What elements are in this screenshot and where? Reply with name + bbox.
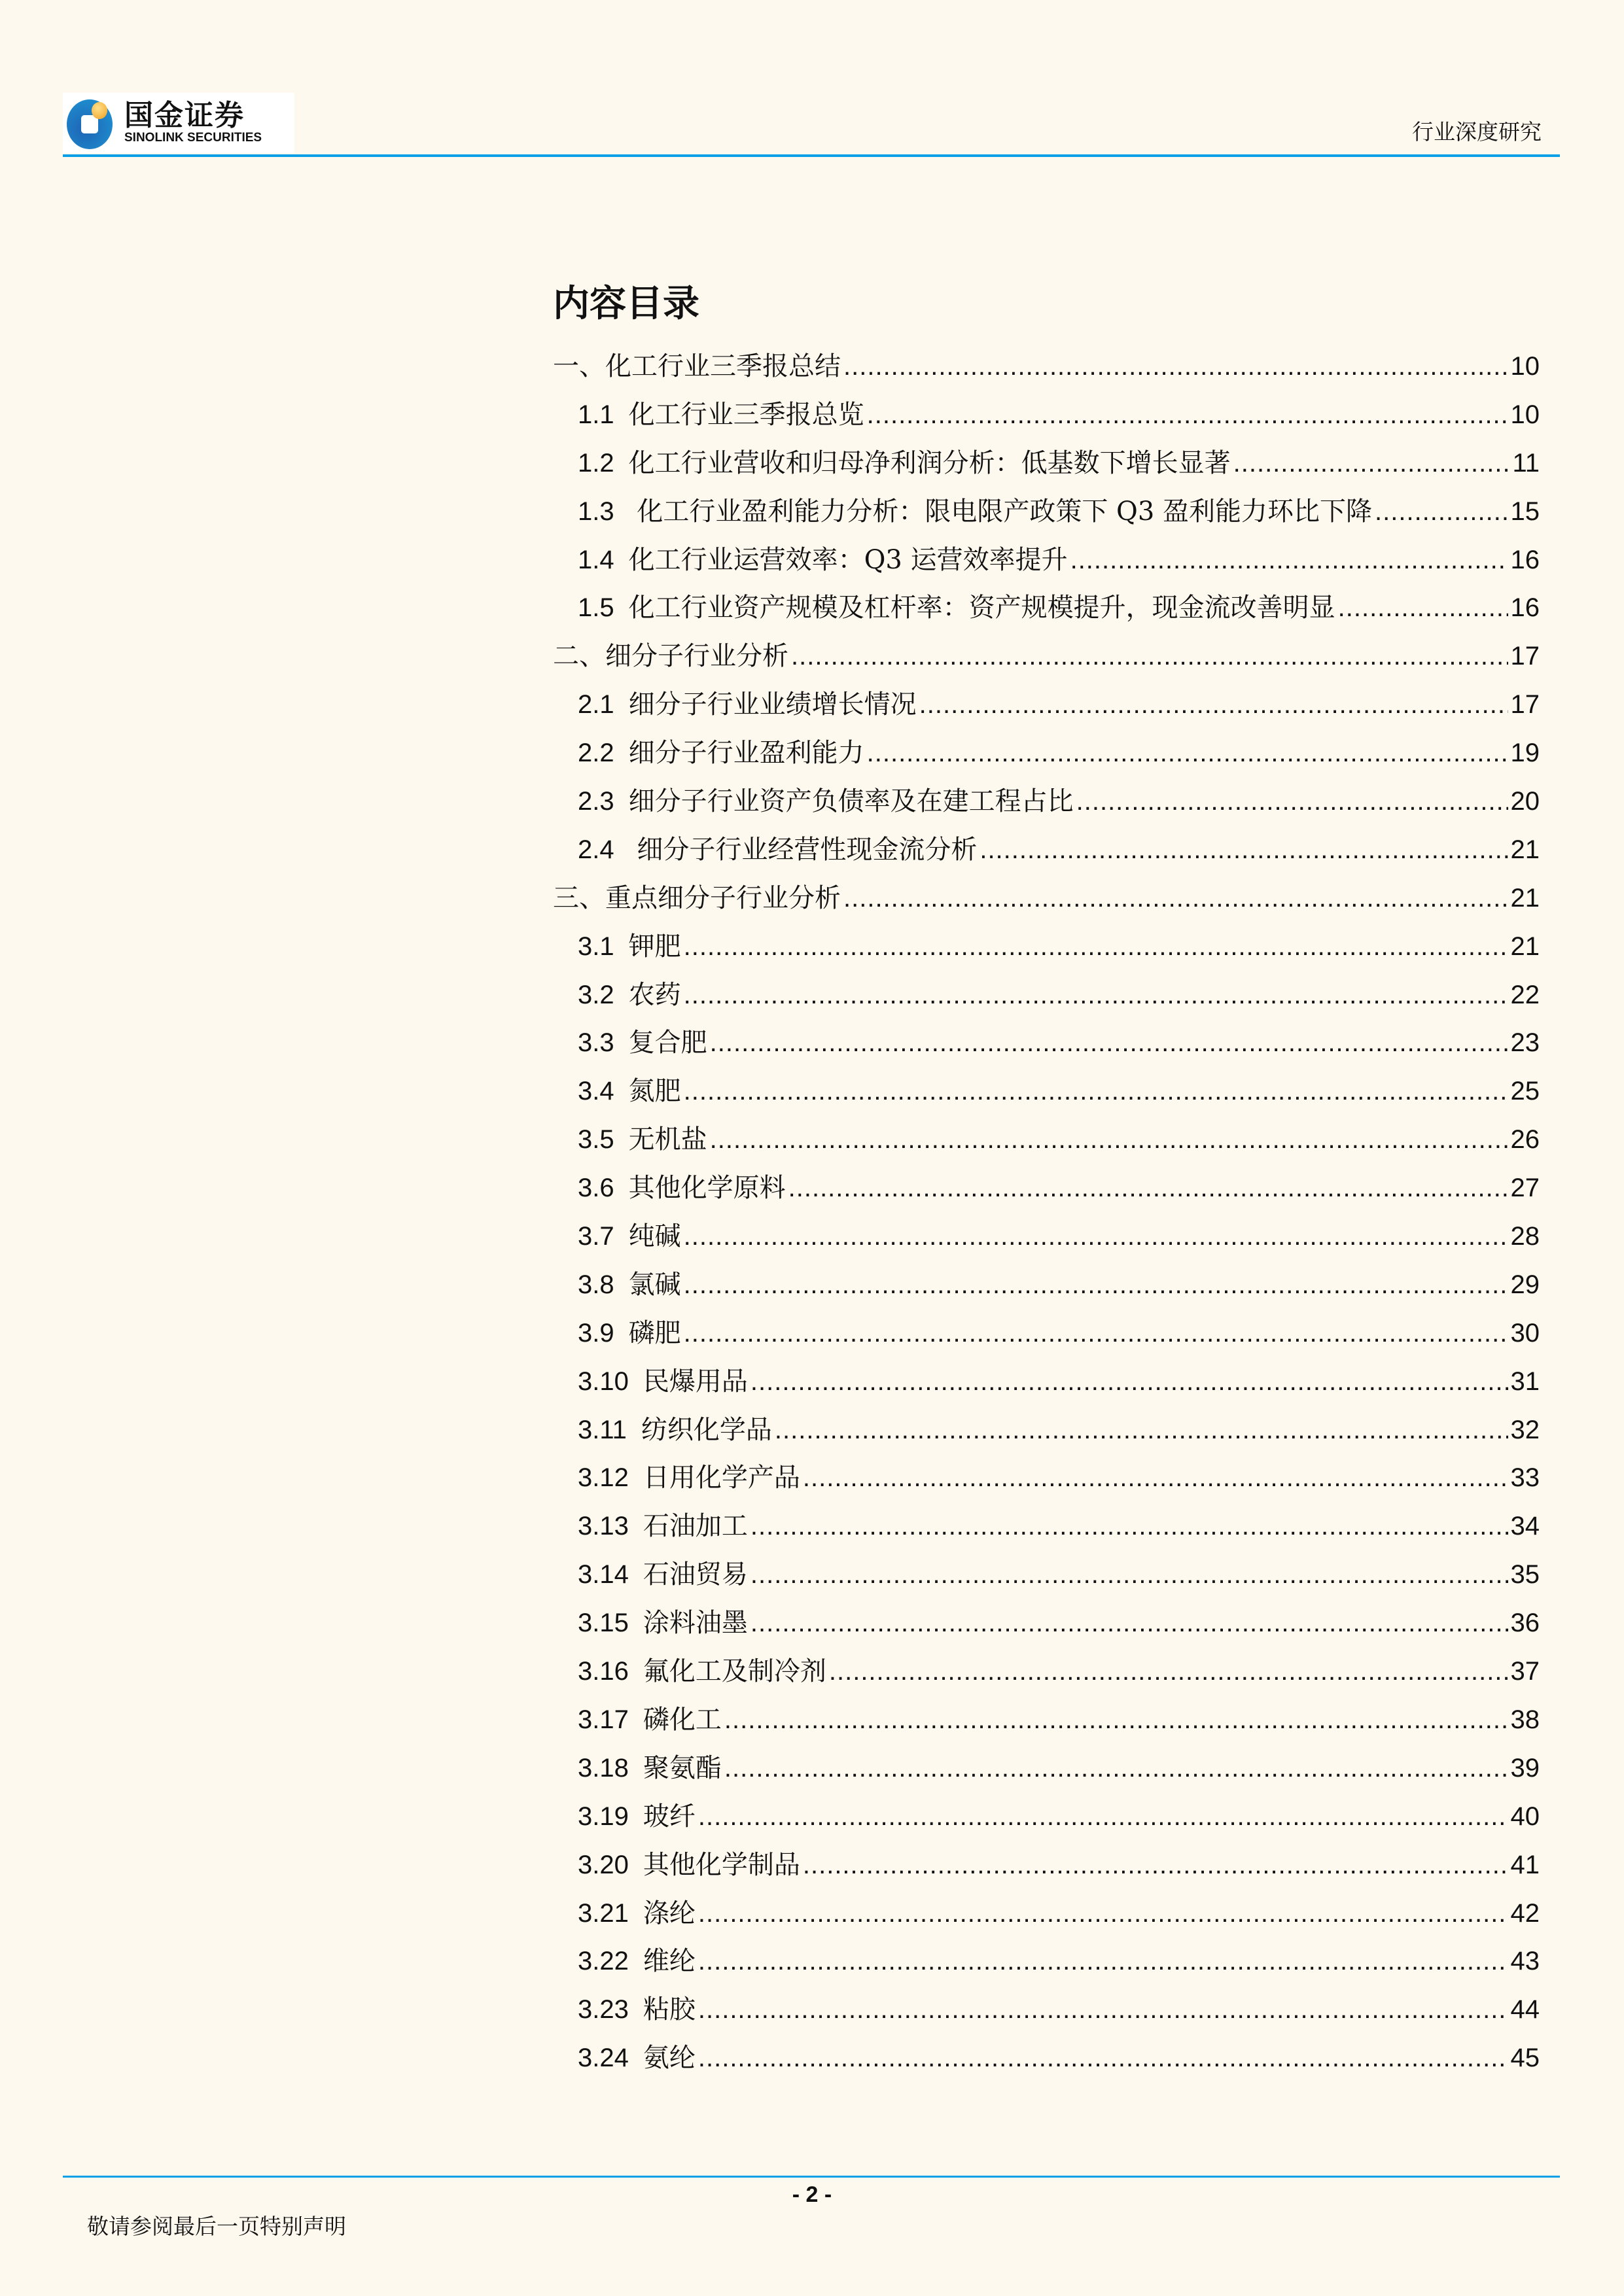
toc-entry-label: 磷肥 [628, 1317, 681, 1348]
toc-entry-page: 37 [1510, 1657, 1540, 1686]
toc-entry[interactable] [553, 1503, 1540, 1551]
toc-entry-number: 3.17 [578, 1705, 629, 1734]
toc-entry-number: 3.13 [578, 1512, 629, 1541]
toc-entry-number: 3.16 [578, 1657, 629, 1686]
toc-entry[interactable] [553, 1696, 1540, 1745]
toc-entry-page: 17 [1510, 642, 1540, 671]
dot-leader [1338, 584, 1508, 633]
dot-leader [750, 1358, 1508, 1406]
dot-leader [684, 1068, 1508, 1116]
toc-entry[interactable] [553, 1551, 1540, 1599]
dot-leader [788, 1164, 1508, 1213]
toc-entry-number: 3.11 [578, 1415, 627, 1444]
toc-entry[interactable] [553, 391, 1540, 440]
dot-leader [980, 826, 1508, 875]
toc-entry[interactable] [553, 778, 1540, 826]
toc-entry-page: 36 [1510, 1609, 1540, 1638]
dot-leader [724, 1745, 1508, 1793]
toc-entry-label: 石油加工 [643, 1511, 748, 1542]
toc-entry-page: 31 [1510, 1366, 1540, 1396]
toc-entry-number: 3.8 [578, 1270, 614, 1299]
toc-entry-label: 日用化学产品 [643, 1463, 800, 1493]
dot-leader [710, 1116, 1508, 1164]
dot-leader [684, 1213, 1508, 1261]
toc-entry-label: 涂料油墨 [643, 1608, 748, 1639]
toc-entry-label: 磷化工 [643, 1704, 722, 1735]
toc-entry-label: 钾肥 [628, 931, 681, 962]
toc-entry-label: 氨纶 [643, 2043, 696, 2074]
toc-entry[interactable] [553, 1793, 1540, 1841]
toc-entry-label: 维纶 [643, 1946, 696, 1977]
toc-entry[interactable] [553, 343, 1540, 391]
toc-entry-label: 细分子行业业绩增长情况 [628, 689, 917, 720]
logo-cn-text: 国金证券 [124, 99, 245, 132]
toc-entry[interactable] [553, 1841, 1540, 1890]
toc-entry-page: 19 [1510, 739, 1540, 768]
toc-entry-number: 3.22 [578, 1947, 629, 1976]
toc-entry-page: 20 [1510, 787, 1540, 816]
toc-entry-label: 化工行业三季报总览 [628, 399, 864, 430]
toc-entry-label: 二、细分子行业分析 [553, 641, 788, 672]
toc-entry-page: 29 [1510, 1270, 1540, 1299]
toc-entry[interactable] [553, 826, 1540, 875]
toc-entry[interactable] [553, 971, 1540, 1020]
dot-leader [684, 1310, 1508, 1358]
toc-entry-page: 21 [1510, 883, 1540, 913]
dot-leader [803, 1454, 1508, 1503]
logo-mark-icon [65, 97, 118, 149]
toc-entry-number: 3.20 [578, 1850, 629, 1879]
toc-entry-label: 涤纶 [643, 1898, 696, 1928]
toc-entry-number: 3.14 [578, 1560, 629, 1590]
toc-entry-page: 28 [1510, 1222, 1540, 1251]
header-divider [63, 154, 1560, 157]
toc-entry[interactable] [553, 584, 1540, 633]
logo-en-text: SINOLINK SECURITIES [124, 131, 262, 145]
toc-entry[interactable] [553, 681, 1540, 729]
toc-entry-page: 32 [1510, 1415, 1540, 1444]
toc-entry-number: 2.3 [578, 787, 614, 816]
toc-entry[interactable] [553, 729, 1540, 778]
toc-entry-page: 44 [1510, 1995, 1540, 2025]
toc-entry-label: 其他化学制品 [643, 1849, 800, 1880]
dot-leader [867, 391, 1508, 440]
toc-entry-page: 10 [1510, 400, 1540, 429]
toc-entry-label: 纺织化学品 [641, 1414, 772, 1445]
toc-entry[interactable] [553, 1599, 1540, 1648]
toc-entry-label: 其他化学原料 [628, 1173, 786, 1204]
toc-entry[interactable] [553, 488, 1540, 536]
toc-entry-number: 3.12 [578, 1463, 629, 1493]
report-type: 行业深度研究 [1412, 119, 1542, 145]
toc-entry-label: 化工行业资产规模及杠杆率：资产规模提升，现金流改善明显 [628, 593, 1335, 623]
dot-leader [750, 1599, 1508, 1648]
toc-entry-label: 三、重点细分子行业分析 [553, 882, 841, 913]
toc-entry-page: 35 [1510, 1560, 1540, 1590]
toc-entry-number: 3.1 [578, 931, 614, 961]
toc-entry-number: 3.5 [578, 1125, 614, 1155]
toc-entry-number: 3.2 [578, 980, 614, 1009]
dot-leader [698, 2034, 1508, 2083]
dot-leader [1233, 440, 1510, 488]
toc-entry-page: 11 [1512, 448, 1540, 478]
toc-entry-number: 1.5 [578, 593, 614, 623]
footer-divider [63, 2176, 1560, 2178]
toc-entry-label: 民爆用品 [643, 1366, 748, 1397]
toc-entry[interactable] [553, 1019, 1540, 1068]
toc-entry-page: 23 [1510, 1028, 1540, 1058]
toc-entry-page: 10 [1510, 352, 1540, 381]
toc-entry-page: 39 [1510, 1753, 1540, 1783]
toc-entry-number: 3.7 [578, 1222, 614, 1251]
toc-entry-page: 15 [1510, 496, 1540, 526]
table-of-contents [553, 343, 1540, 2083]
toc-entry-page: 25 [1510, 1077, 1540, 1106]
dot-leader [867, 729, 1508, 778]
dot-leader [829, 1648, 1508, 1696]
toc-entry-page: 34 [1510, 1512, 1540, 1541]
toc-entry-label: 化工行业营收和归母净利润分析：低基数下增长显著 [628, 447, 1231, 478]
toc-entry-label: 氮肥 [628, 1076, 681, 1107]
toc-entry-label: 一、化工行业三季报总结 [553, 351, 841, 381]
dot-leader [803, 1841, 1508, 1890]
toc-entry-page: 30 [1510, 1318, 1540, 1348]
toc-entry-page: 21 [1510, 931, 1540, 961]
toc-entry-page: 16 [1510, 545, 1540, 574]
toc-entry-page: 22 [1510, 980, 1540, 1009]
toc-entry[interactable] [553, 1745, 1540, 1793]
toc-entry-page: 40 [1510, 1801, 1540, 1831]
toc-entry[interactable] [553, 2034, 1540, 2083]
toc-entry[interactable] [553, 1454, 1540, 1503]
toc-entry-page: 17 [1510, 690, 1540, 720]
toc-entry-number: 1.2 [578, 448, 614, 478]
toc-entry[interactable] [553, 1116, 1540, 1164]
toc-entry-number: 3.19 [578, 1801, 629, 1831]
toc-entry[interactable] [553, 1310, 1540, 1358]
dot-leader [1375, 488, 1508, 536]
toc-entry[interactable] [553, 1261, 1540, 1310]
toc-entry[interactable] [553, 1890, 1540, 1938]
dot-leader [843, 343, 1508, 391]
toc-entry[interactable] [553, 1406, 1540, 1455]
toc-entry[interactable] [553, 1938, 1540, 1986]
toc-entry-number: 3.10 [578, 1366, 629, 1396]
toc-entry[interactable] [553, 1164, 1540, 1213]
dot-leader [1076, 778, 1508, 826]
toc-entry-page: 33 [1510, 1463, 1540, 1493]
toc-entry-label: 细分子行业盈利能力 [628, 738, 864, 769]
toc-entry-label: 氯碱 [628, 1269, 681, 1300]
toc-entry-number: 3.23 [578, 1995, 629, 2025]
toc-entry[interactable] [553, 1068, 1540, 1116]
toc-entry-number: 2.1 [578, 690, 614, 720]
toc-entry[interactable] [553, 440, 1540, 488]
toc-entry[interactable] [553, 1648, 1540, 1696]
toc-entry-label: 氟化工及制冷剂 [643, 1656, 826, 1687]
toc-entry-page: 43 [1510, 1947, 1540, 1976]
toc-entry-number: 2.2 [578, 739, 614, 768]
dot-leader [684, 1261, 1508, 1310]
toc-entry-number: 1.3 [578, 496, 614, 526]
toc-entry-page: 21 [1510, 835, 1540, 864]
dot-leader [684, 971, 1508, 1020]
toc-entry-number: 2.4 [578, 835, 614, 864]
toc-entry[interactable] [553, 1986, 1540, 2034]
toc-entry-number: 3.6 [578, 1174, 614, 1203]
toc-entry-label: 细分子行业资产负债率及在建工程占比 [628, 786, 1074, 817]
toc-entry-number: 3.15 [578, 1609, 629, 1638]
company-logo [63, 93, 294, 153]
dot-leader [698, 1793, 1508, 1841]
toc-entry-label: 化工行业运营效率：Q3 运营效率提升 [628, 544, 1068, 575]
dot-leader [791, 633, 1508, 681]
dot-leader [698, 1986, 1508, 2034]
toc-entry-number: 3.21 [578, 1898, 629, 1928]
toc-title: 内容目录 [553, 282, 699, 325]
dot-leader [843, 875, 1508, 923]
disclaimer: 敬请参阅最后一页特别声明 [87, 2214, 346, 2239]
toc-entry-page: 41 [1510, 1850, 1540, 1879]
toc-entry[interactable] [553, 875, 1540, 923]
dot-leader [698, 1938, 1508, 1986]
toc-entry-label: 化工行业盈利能力分析：限电限产政策下 Q3 盈利能力环比下降 [628, 496, 1372, 527]
toc-entry-page: 42 [1510, 1898, 1540, 1928]
dot-leader [775, 1406, 1508, 1455]
toc-entry-label: 复合肥 [628, 1028, 707, 1058]
toc-entry-page: 38 [1510, 1705, 1540, 1734]
toc-entry-label: 细分子行业经营性现金流分析 [628, 834, 978, 865]
page-number: - 2 - [792, 2182, 832, 2207]
toc-entry-page: 26 [1510, 1125, 1540, 1155]
toc-entry-number: 3.9 [578, 1318, 614, 1348]
toc-entry-label: 农药 [628, 979, 681, 1010]
toc-entry[interactable] [553, 1213, 1540, 1261]
toc-entry-number: 3.24 [578, 2044, 629, 2073]
dot-leader [698, 1890, 1508, 1938]
toc-entry-page: 27 [1510, 1174, 1540, 1203]
dot-leader [710, 1019, 1508, 1068]
toc-entry-number: 3.18 [578, 1753, 629, 1783]
toc-entry-number: 1.4 [578, 545, 614, 574]
dot-leader [684, 923, 1508, 971]
toc-entry-label: 聚氨酯 [643, 1752, 722, 1783]
toc-entry-label: 石油贸易 [643, 1559, 748, 1590]
dot-leader [750, 1503, 1508, 1551]
toc-entry[interactable] [553, 923, 1540, 971]
toc-entry[interactable] [553, 1358, 1540, 1406]
toc-entry-label: 无机盐 [628, 1124, 707, 1155]
toc-entry-label: 粘胶 [643, 1994, 696, 2025]
toc-entry-label: 玻纤 [643, 1801, 696, 1832]
toc-entry-number: 1.1 [578, 400, 614, 429]
toc-entry[interactable] [553, 633, 1540, 681]
toc-entry-number: 3.3 [578, 1028, 614, 1058]
dot-leader [750, 1551, 1508, 1599]
dot-leader [1070, 536, 1508, 585]
toc-entry-label: 纯碱 [628, 1221, 681, 1252]
dot-leader [724, 1696, 1508, 1745]
toc-entry-page: 45 [1510, 2044, 1540, 2073]
toc-entry-number: 3.4 [578, 1077, 614, 1106]
toc-entry[interactable] [553, 536, 1540, 585]
dot-leader [919, 681, 1508, 729]
toc-entry-page: 16 [1510, 593, 1540, 623]
